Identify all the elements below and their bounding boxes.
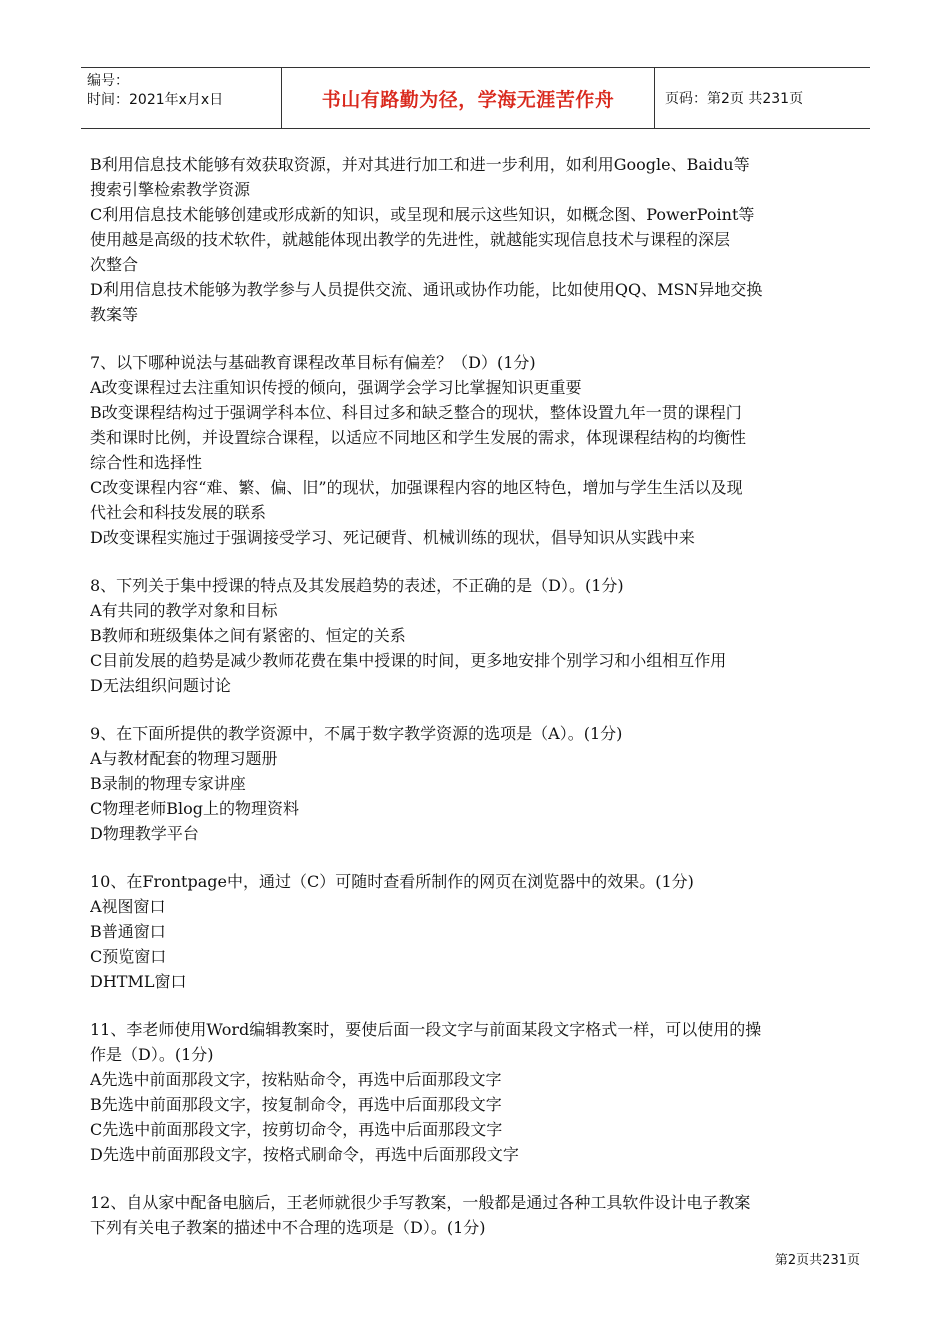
text-line: A先选中前面那段文字，按粘贴命令，再选中后面那段文字	[90, 1070, 502, 1089]
text-line: B利用信息技术能够有效获取资源，并对其进行加工和进一步利用，如利用Google、Baidu等	[90, 155, 750, 174]
text-line: C物理老师Blog上的物理资料	[90, 799, 299, 818]
text-line: B先选中前面那段文字，按复制命令，再选中后面那段文字	[90, 1095, 502, 1114]
paragraph-gap	[90, 550, 862, 573]
text-line: 次整合	[90, 255, 139, 274]
text-line: 下列有关电子教案的描述中不合理的选项是（D）。(1分)	[90, 1218, 486, 1237]
text-line: B录制的物理专家讲座	[90, 774, 246, 793]
text-line: 10、在Frontpage中，通过（C）可随时查看所制作的网页在浏览器中的效果。(1分)	[90, 872, 694, 891]
date-label: 时间：2021年x月x日	[87, 92, 224, 108]
text-line: B教师和班级集体之间有紧密的、恒定的关系	[90, 626, 406, 645]
header-motto: 书山有路勤为径，学海无涯苦作舟	[282, 68, 655, 128]
paragraph-gap	[90, 846, 862, 869]
paragraph-gap	[90, 698, 862, 721]
text-line: 11、李老师使用Word编辑教案时，要使后面一段文字与前面某段文字格式一样，可以使用的操	[90, 1020, 762, 1039]
text-line: D物理教学平台	[90, 824, 199, 843]
text-line: A视图窗口	[90, 897, 166, 916]
text-line: 教案等	[90, 305, 139, 324]
text-line: D利用信息技术能够为教学参与人员提供交流、通讯或协作功能，比如使用QQ、MSN异地交换	[90, 280, 763, 299]
text-line: D无法组织问题讨论	[90, 676, 231, 695]
text-line: 代社会和科技发展的联系	[90, 503, 267, 522]
text-line: A与教材配套的物理习题册	[90, 749, 278, 768]
text-line: C利用信息技术能够创建或形成新的知识，或呈现和展示这些知识，如概念图、PowerPoint等	[90, 205, 755, 224]
text-line: C目前发展的趋势是减少教师花费在集中授课的时间，更多地安排个别学习和小组相互作用	[90, 651, 727, 670]
page-header	[81, 67, 870, 129]
paragraph-gap	[90, 1167, 862, 1190]
text-line: D改变课程实施过于强调接受学习、死记硬背、机械训练的现状，倡导知识从实践中来	[90, 528, 695, 547]
text-line: 12、自从家中配备电脑后，王老师就很少手写教案，一般都是通过各种工具软件设计电子教案	[90, 1193, 751, 1212]
text-line: B改变课程结构过于强调学科本位、科目过多和缺乏整合的现状，整体设置九年一贯的课程门	[90, 403, 742, 422]
text-line: B普通窗口	[90, 922, 166, 941]
text-line: C改变课程内容“难、繁、偏、旧”的现状，加强课程内容的地区特色，增加与学生生活以及现	[90, 478, 743, 497]
text-line: 7、以下哪种说法与基础教育课程改革目标有偏差？（D）(1分)	[90, 353, 536, 372]
text-line: DHTML窗口	[90, 972, 187, 991]
text-line: 8、下列关于集中授课的特点及其发展趋势的表述，不正确的是（D）。(1分)	[90, 576, 624, 595]
text-line: 9、在下面所提供的教学资源中，不属于数字教学资源的选项是（A）。(1分)	[90, 724, 623, 743]
text-line: C先选中前面那段文字，按剪切命令，再选中后面那段文字	[90, 1120, 503, 1139]
header-meta	[81, 68, 282, 128]
text-line: D先选中前面那段文字，按格式刷命令，再选中后面那段文字	[90, 1145, 519, 1164]
header-page-number: 页码：第2页 共231页	[665, 91, 804, 107]
text-line: 搜索引擎检索教学资源	[90, 180, 251, 199]
document-body	[90, 152, 862, 1240]
text-line: 综合性和选择性	[90, 453, 203, 472]
text-line: C预览窗口	[90, 947, 167, 966]
text-line: A有共同的教学对象和目标	[90, 601, 278, 620]
paragraph-gap	[90, 327, 862, 350]
text-line: 作是（D）。(1分)	[90, 1045, 214, 1064]
page-footer: 第2页共231页	[774, 1253, 860, 1268]
serial-number-label: 编号：	[87, 73, 129, 89]
paragraph-gap	[90, 994, 862, 1017]
text-line: A改变课程过去注重知识传授的倾向，强调学会学习比掌握知识更重要	[90, 378, 582, 397]
text-line: 使用越是高级的技术软件，就越能体现出教学的先进性，就越能实现信息技术与课程的深层	[90, 230, 731, 249]
text-line: 类和课时比例，并设置综合课程，以适应不同地区和学生发展的需求，体现课程结构的均衡性	[90, 428, 747, 447]
